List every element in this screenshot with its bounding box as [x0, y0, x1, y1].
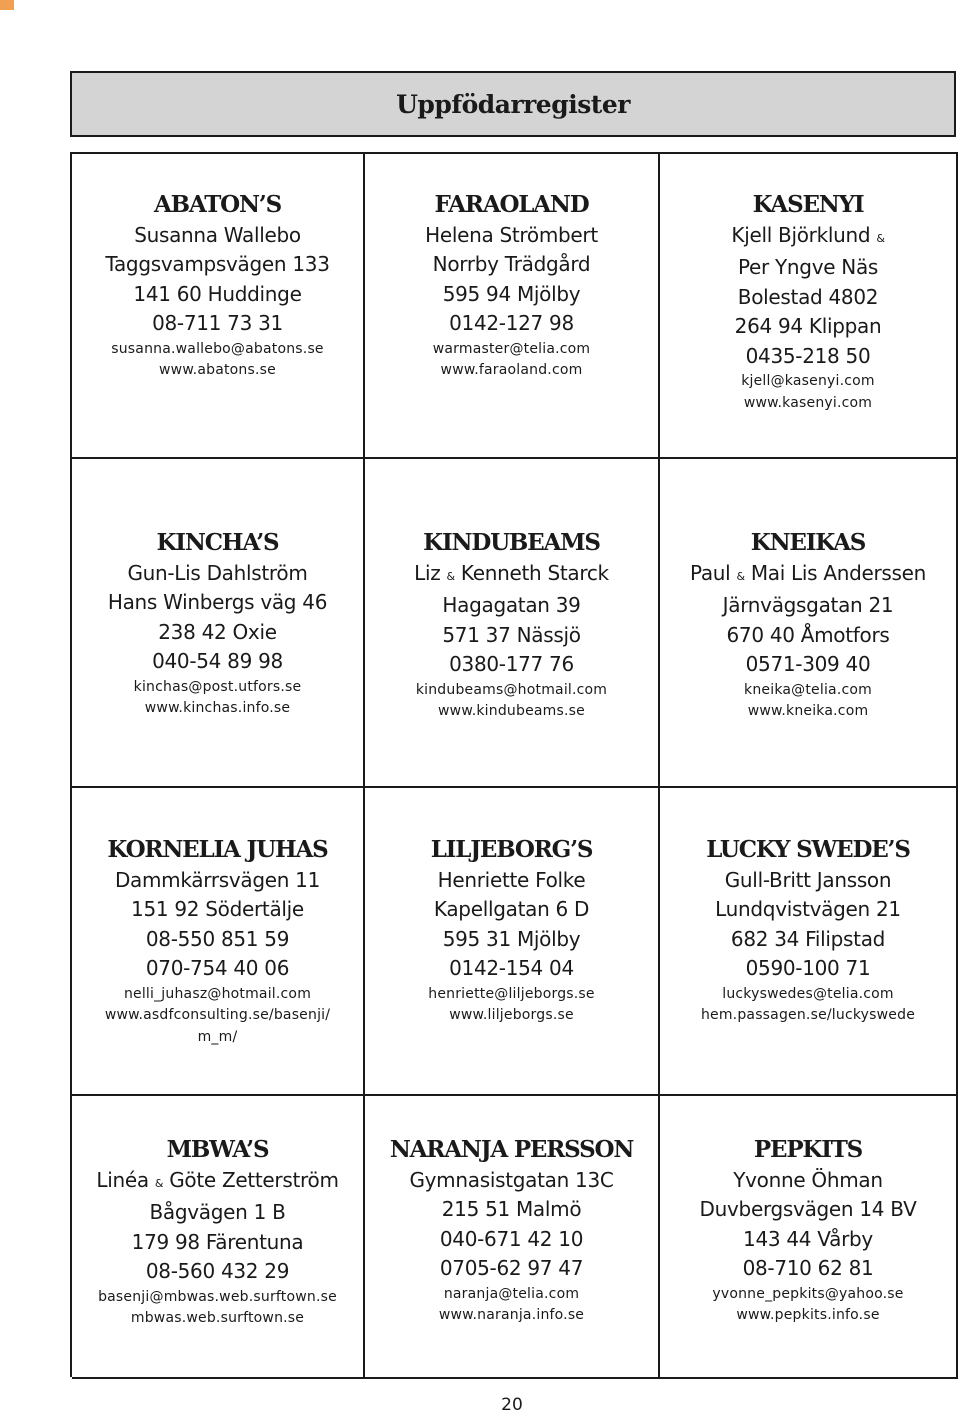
phone-number: 08-560 432 29: [145, 1259, 290, 1284]
kennel-name: KINCHA’S: [156, 529, 279, 556]
postal-address: 571 37 Nässjö: [442, 622, 581, 647]
email-link[interactable]: kjell@kasenyi.com: [741, 373, 875, 390]
page-title: Uppfödarregister: [396, 89, 630, 119]
kennel-name: FARAOLAND: [434, 191, 589, 218]
postal-address: 215 51 Malmö: [441, 1197, 582, 1222]
ampersand: &: [876, 232, 885, 245]
kennel-name: KINDUBEAMS: [423, 529, 600, 556]
email-link[interactable]: luckyswedes@telia.com: [722, 985, 894, 1002]
street-address: Hans Winbergs väg 46: [107, 590, 328, 615]
owner-name-second: Mai Lis Anderssen: [750, 561, 927, 585]
owner-name: [96, 1166, 338, 1198]
phone-number: 0142-127 98: [449, 311, 574, 336]
breeder-card-kornelia-juhas: [72, 788, 365, 1096]
owner-name: [731, 221, 884, 253]
kennel-name: KASENYI: [752, 191, 864, 218]
owner-name: Henriette Folke: [437, 868, 586, 892]
website-link[interactable]: www.pepkits.info.se: [736, 1307, 880, 1324]
postal-address: 151 92 Södertälje: [131, 897, 304, 922]
street-address: Duvbergsvägen 14 BV: [699, 1197, 917, 1222]
website-link[interactable]: www.kindubeams.se: [438, 703, 585, 720]
postal-address: 595 94 Mjölby: [442, 281, 581, 306]
owner-name-first: Linéa: [96, 1168, 149, 1192]
owner-name-second: Göte Zetterström: [169, 1168, 339, 1192]
website-link[interactable]: www.abatons.se: [159, 362, 276, 379]
breeder-card-liljeborgs: [365, 788, 660, 1096]
owner-name-first: Liz: [414, 561, 441, 585]
email-link[interactable]: kindubeams@hotmail.com: [415, 681, 608, 698]
owner-name-first: Kjell Björklund: [731, 223, 871, 247]
mobile-number: 0705-62 97 47: [439, 1256, 584, 1281]
email-link[interactable]: basenji@mbwas.web.surftown.se: [98, 1288, 337, 1305]
owner-name: Gun-Lis Dahlström: [127, 561, 308, 585]
email-link[interactable]: kinchas@post.utfors.se: [133, 678, 302, 695]
phone-number: 0571-309 40: [745, 652, 871, 677]
owner-name: [690, 559, 926, 591]
street-address: Gymnasistgatan 13C: [409, 1168, 614, 1192]
owner-name-first: Paul: [689, 561, 731, 585]
website-link-continued[interactable]: m_m/: [197, 1028, 238, 1045]
street-address: Järnvägsgatan 21: [722, 593, 894, 618]
title-banner: [70, 71, 956, 137]
phone-number: 040-54 89 98: [152, 649, 283, 674]
street-address: Kapellgatan 6 D: [433, 897, 590, 922]
email-link[interactable]: kneika@telia.com: [744, 681, 872, 698]
postal-address: 595 31 Mjölby: [442, 926, 581, 951]
breeder-grid: [70, 152, 958, 1377]
postal-address: 143 44 Vårby: [743, 1226, 873, 1251]
breeder-card-naranja-persson: [365, 1096, 660, 1379]
postal-address: 682 34 Filipstad: [730, 926, 886, 951]
phone-number: 0590-100 71: [745, 956, 871, 981]
postal-address: 670 40 Åmotfors: [726, 622, 890, 647]
kennel-name: PEPKITS: [753, 1136, 863, 1163]
breeder-card-faraoland: [365, 154, 660, 459]
breeder-card-pepkits: [660, 1096, 958, 1379]
phone-number: 0380-177 76: [449, 652, 574, 677]
breeder-card-lucky-swedes: [660, 788, 958, 1096]
website-link[interactable]: mbwas.web.surftown.se: [130, 1310, 305, 1327]
website-link[interactable]: hem.passagen.se/luckyswede: [700, 1007, 916, 1024]
owner-name-second: Kenneth Starck: [460, 561, 609, 585]
street-address: Norrby Trädgård: [432, 252, 591, 277]
postal-address: 141 60 Huddinge: [133, 281, 302, 306]
owner-name: Yvonne Öhman: [733, 1168, 883, 1192]
kennel-name: NARANJA PERSSON: [389, 1136, 634, 1163]
ampersand: &: [446, 570, 455, 583]
website-link[interactable]: www.asdfconsulting.se/basenji/: [104, 1007, 331, 1024]
email-link[interactable]: warmaster@telia.com: [432, 340, 591, 357]
email-link[interactable]: nelli_juhasz@hotmail.com: [123, 985, 312, 1002]
kennel-name: KNEIKAS: [750, 529, 866, 556]
phone-number: 0435-218 50: [745, 343, 871, 368]
breeder-card-kneikas: [660, 459, 958, 788]
website-link[interactable]: www.kneika.com: [747, 703, 869, 720]
breeder-card-mbwas: [72, 1096, 365, 1379]
kennel-name: MBWA’S: [166, 1136, 269, 1163]
street-address: Lundqvistvägen 21: [715, 897, 901, 922]
phone-number: 0142-154 04: [449, 956, 574, 981]
corner-mark: [0, 0, 14, 10]
phone-number: 08-710 62 81: [742, 1256, 874, 1281]
website-link[interactable]: www.faraoland.com: [440, 362, 583, 379]
street-address: Bolestad 4802: [737, 284, 879, 309]
website-link[interactable]: www.kasenyi.com: [743, 394, 873, 411]
phone-number: 040-671 42 10: [439, 1226, 584, 1251]
breeder-card-kindubeams: [365, 459, 660, 788]
breeder-card-kinchas: [72, 459, 365, 788]
breeder-card-abatons: [72, 154, 365, 459]
postal-address: 264 94 Klippan: [734, 314, 882, 339]
kennel-name: ABATON’S: [153, 191, 282, 218]
ampersand: &: [154, 1177, 164, 1190]
email-link[interactable]: naranja@telia.com: [443, 1285, 580, 1302]
page-number: 20: [501, 1395, 523, 1415]
kennel-name: LILJEBORG’S: [430, 836, 593, 863]
postal-address: 238 42 Oxie: [158, 619, 277, 644]
email-link[interactable]: yvonne_pepkits@yahoo.se: [712, 1285, 904, 1302]
mobile-number: 070-754 40 06: [145, 956, 290, 981]
postal-address: 179 98 Färentuna: [131, 1229, 304, 1254]
street-address: Dammkärrsvägen 11: [114, 868, 321, 892]
street-address: Hagagatan 39: [442, 593, 581, 618]
street-address: Bågvägen 1 B: [149, 1200, 286, 1225]
email-link[interactable]: susanna.wallebo@abatons.se: [111, 340, 324, 357]
phone-number: 08-711 73 31: [152, 311, 283, 336]
street-address: Taggsvampsvägen 133: [105, 252, 330, 277]
kennel-name: KORNELIA JUHAS: [107, 836, 328, 863]
website-link[interactable]: www.naranja.info.se: [438, 1307, 585, 1324]
phone-number: 08-550 851 59: [145, 926, 290, 951]
owner-name-second: Per Yngve Näs: [737, 255, 879, 280]
owner-name: [414, 559, 609, 591]
owner-name: Gull-Britt Jansson: [724, 868, 892, 892]
owner-name: Susanna Wallebo: [134, 223, 301, 247]
breeder-card-kasenyi: [660, 154, 958, 459]
email-link[interactable]: henriette@liljeborgs.se: [428, 985, 595, 1002]
owner-name: Helena Strömbert: [425, 223, 598, 247]
ampersand: &: [736, 570, 745, 583]
kennel-name: LUCKY SWEDE’S: [706, 836, 910, 863]
website-link[interactable]: www.liljeborgs.se: [449, 1007, 574, 1024]
website-link[interactable]: www.kinchas.info.se: [144, 700, 291, 717]
